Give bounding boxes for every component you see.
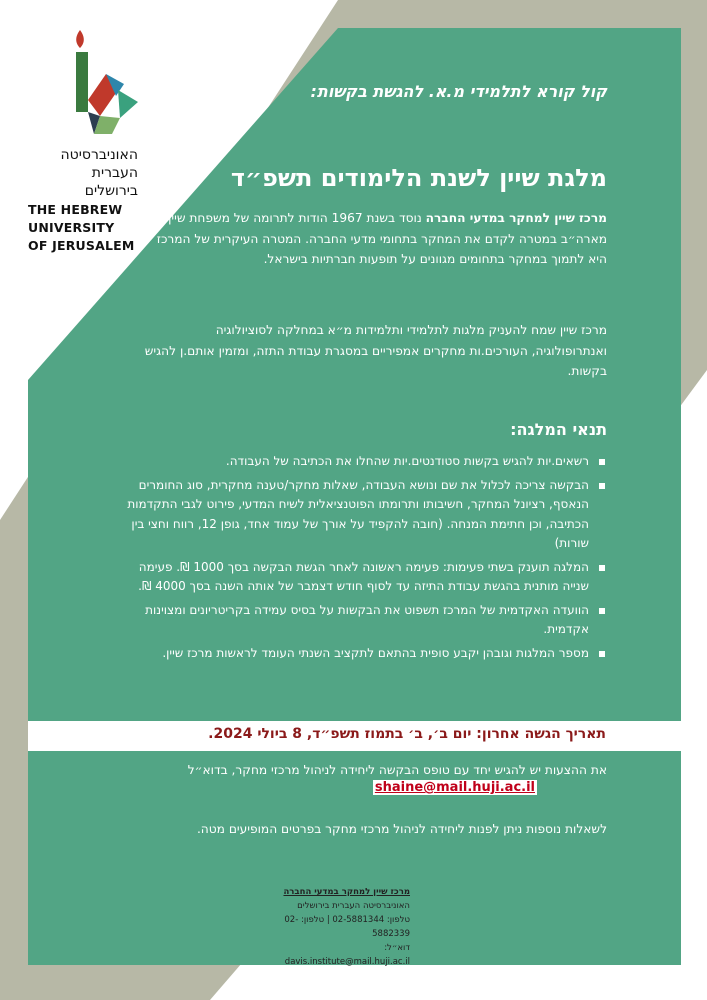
logo-name-he-3: בירושלים — [84, 183, 138, 199]
deadline-bar — [28, 721, 681, 751]
page-title: מלגת שיין לשנת הלימודים תשפ״ד — [230, 164, 607, 192]
footer-email[interactable]: דוא״ל: davis.institute@mail.huji.ac.il — [284, 943, 410, 967]
list-item: הבקשה צריכה לכלול את שם ונושא העבודה, שאלות מחקר/טענה מחקרית, סוג החומרים הנאסף, רציונל המחקר, חשיבותו ותרומתו הפוטנציאלית לשיח המדעי, פירוט לגבי התקדמות הכתיבה, וכן חתימת המנחה. (חובה להקפיד על אורך של עמוד אחד, גופן 12, רווח וחצי בין שורות) — [109, 476, 589, 554]
conditions-list — [109, 452, 607, 667]
list-item: רשאים.יות להגיש בקשות סטודנטים.יות שהחלו את הכתיבה של העבודה. — [109, 452, 589, 472]
center-name: מרכז שיין למחקר במדעי החברה — [425, 211, 607, 225]
deadline-text: תאריך הגשה אחרון: יום ב׳, ב׳ בתמוז תשפ״ד, 8 ביולי 2024. — [208, 726, 606, 742]
invitation-paragraph: מרכז שיין שמח להעניק מלגות לתלמידי ותלמידות מ״א במחלקה לסוציולוגיה ואנתרופולוגיה, העורכים.ות מחקרים אמפיריים במסגרת עבודת התזה, ומזמין אותם.ן להגיש בקשות. — [144, 323, 607, 378]
logo-name-he-2: העברית — [91, 165, 138, 181]
logo-mark-icon — [58, 30, 148, 140]
footer-university: האוניברסיטה העברית בירושלים — [297, 901, 410, 911]
call-heading: קול קורא לתלמידי מ.א. להגשת בקשות: — [310, 82, 607, 101]
conditions-title: תנאי המלגה: — [510, 420, 607, 439]
intro-text: נוסד בשנת 1967 הודות לתרומה של משפחת שיין מארה״ב במטרה לקדם את המחקר בתחומי מדעי החברה. המטרה העיקרית של המרכז היא לתמוך במחקר בתחומים מגוונים על תופעות חברתיות בישראל. — [156, 211, 607, 266]
list-item: המלגה תוענק בשתי פעימות: פעימה ראשונה לאחר הגשת הבקשה בסך 1000 ₪. פעימה שנייה מותנית בהגשת עבודת התיזה עד לסוף חודש דצמבר של אותה השנה בסך 4000 ₪. — [109, 558, 589, 597]
logo-name-en-2: UNIVERSITY — [28, 220, 115, 235]
list-item: הוועדה האקדמית של המרכז תשפוט את הבקשות על בסיס עמידה בקריטריונים ומצוינות אקדמית. — [109, 601, 589, 640]
logo-name-he-1: האוניברסיטה — [60, 147, 138, 163]
more-info-text: לשאלות נוספות ניתן לפנות ליחידה לניהול מרכזי מחקר בפרטים המופיעים מטה. — [196, 822, 607, 836]
logo-name-en-1: THE HEBREW — [28, 202, 123, 217]
intro-paragraph — [137, 208, 607, 270]
email-link[interactable]: shaine@mail.huji.ac.il — [374, 780, 535, 795]
submission-text: את ההצעות יש להגיש יחד עם טופס הבקשה ליחידה לניהול מרכזי מחקר, בדוא״ל — [187, 763, 607, 777]
footer-phones: טלפון: 02-5881344 | טלפון: 02-5882339 — [284, 915, 410, 939]
footer-contact — [260, 885, 410, 969]
list-item: מספר המלגות וגובהן יקבע סופית בהתאם לתקציב השנתי העומד לראשות מרכז שיין. — [109, 644, 589, 664]
footer-center-name: מרכז שיין למחקר במדעי החברה — [283, 887, 410, 897]
logo-name-en-3: OF JERUSALEM — [28, 238, 135, 253]
